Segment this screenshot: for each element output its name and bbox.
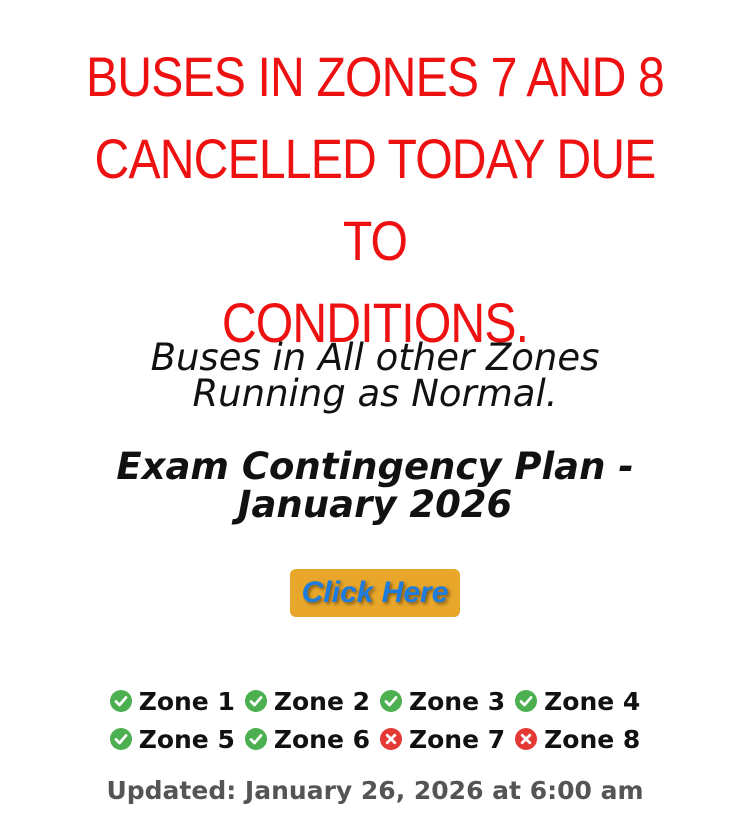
zone-row-2 bbox=[0, 720, 750, 758]
headline-line-1: BUSES IN ZONES 7 AND 8 bbox=[86, 45, 664, 108]
zone-status-item bbox=[245, 725, 370, 754]
zone-status-list bbox=[0, 682, 750, 758]
zone-label: Zone 8 bbox=[544, 724, 641, 754]
x-circle-icon bbox=[515, 728, 537, 750]
zone-status-item bbox=[380, 687, 505, 716]
check-circle-icon bbox=[110, 690, 132, 712]
zone-label: Zone 5 bbox=[138, 724, 235, 754]
updated-timestamp: Updated: January 26, 2026 at 6:00 am bbox=[106, 776, 644, 805]
plan-line-2: January 2026 bbox=[237, 483, 513, 526]
subline-line-1: Buses in All other Zones bbox=[150, 336, 600, 379]
click-here-button[interactable]: Click Here bbox=[290, 569, 460, 617]
cancellation-headline bbox=[70, 36, 681, 364]
subline-line-2: Running as Normal. bbox=[192, 372, 558, 415]
zone-label: Zone 4 bbox=[544, 686, 641, 716]
check-circle-icon bbox=[515, 690, 537, 712]
zone-label: Zone 1 bbox=[138, 686, 235, 716]
check-circle-icon bbox=[110, 728, 132, 750]
headline-line-2: CANCELLED TODAY DUE TO bbox=[94, 127, 656, 272]
zone-label: Zone 6 bbox=[273, 724, 370, 754]
zone-label: Zone 2 bbox=[273, 686, 370, 716]
check-circle-icon bbox=[245, 690, 267, 712]
headline-line-3: CONDITIONS. bbox=[221, 291, 529, 354]
check-circle-icon bbox=[245, 728, 267, 750]
check-circle-icon bbox=[380, 690, 402, 712]
zone-status-item bbox=[515, 725, 640, 754]
zone-status-item bbox=[515, 687, 640, 716]
zone-status-item bbox=[110, 687, 235, 716]
exam-plan-title bbox=[60, 445, 690, 526]
zone-status-item bbox=[245, 687, 370, 716]
x-circle-icon bbox=[380, 728, 402, 750]
zone-row-1 bbox=[0, 682, 750, 720]
zone-status-item bbox=[380, 725, 505, 754]
plan-line-1: Exam Contingency Plan - bbox=[116, 445, 634, 488]
zone-label: Zone 3 bbox=[409, 686, 506, 716]
other-zones-notice bbox=[60, 336, 690, 415]
zone-label: Zone 7 bbox=[409, 724, 506, 754]
zone-status-item bbox=[110, 725, 235, 754]
